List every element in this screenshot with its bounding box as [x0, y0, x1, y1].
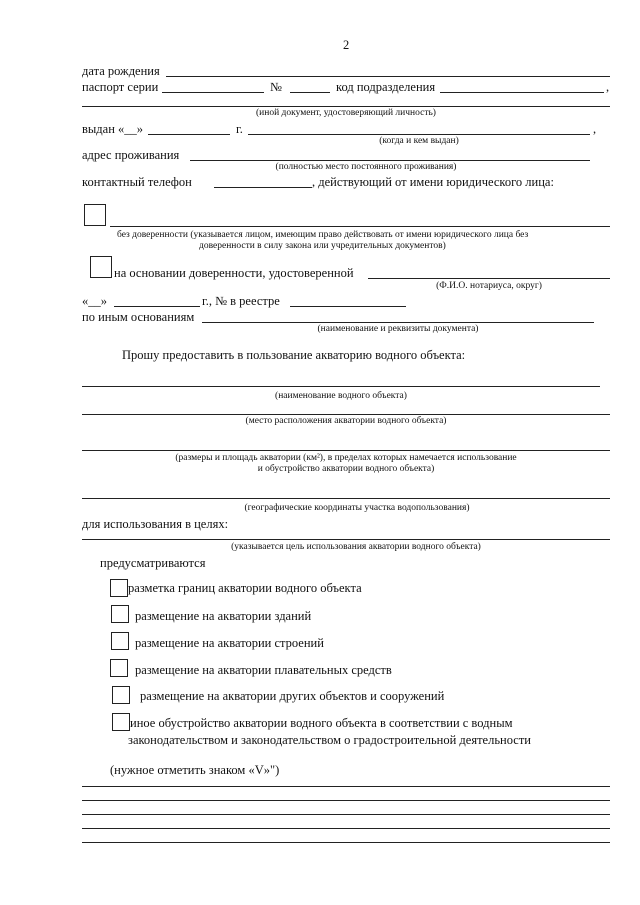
option-structures-checkbox[interactable]	[111, 632, 129, 650]
passport-series-field[interactable]	[162, 92, 264, 93]
request-text: Прошу предоставить в пользование акваторию водного объекта:	[122, 348, 466, 362]
location-field[interactable]	[82, 414, 610, 415]
option-other-arrangement-label: иное обустройство акватории водного объекта в соответствии с водным	[130, 716, 513, 730]
without-poa-caption-line1: без доверенности (указывается лицом, имеющим право действовать от имени юридического лица без	[117, 230, 529, 240]
other-grounds-label: по иным основаниям	[82, 310, 195, 324]
area-size-field[interactable]	[82, 450, 610, 451]
with-poa-label: на основании доверенности, удостоверенной	[114, 266, 354, 280]
division-code-field[interactable]	[440, 92, 604, 93]
blank-line-3[interactable]	[82, 814, 610, 815]
issued-comma: ,	[593, 122, 597, 136]
birth-date-label: дата рождения	[82, 64, 160, 78]
option-other-arrangement-checkbox[interactable]	[112, 713, 130, 731]
option-other-objects-label: размещение на акватории других объектов и сооружений	[140, 689, 445, 703]
option-markup-label: разметка границ акватории водного объекта	[128, 581, 362, 595]
option-structures-label: размещение на акватории строений	[135, 636, 324, 650]
provisions-label: предусматриваются	[100, 556, 206, 570]
other-grounds-caption: (наименование и реквизиты документа)	[317, 324, 479, 334]
purpose-label: для использования в целях:	[82, 517, 229, 531]
without-poa-checkbox[interactable]	[84, 204, 106, 226]
option-other-objects-checkbox[interactable]	[112, 686, 130, 704]
poa-date-prefix: «__»	[82, 294, 107, 308]
address-caption: (полностью место постоянного проживания)	[275, 162, 457, 172]
address-field[interactable]	[190, 160, 590, 161]
passport-number-field[interactable]	[290, 92, 330, 93]
phone-label: контактный телефон	[82, 175, 192, 189]
registry-number-field[interactable]	[290, 306, 406, 307]
option-buildings-checkbox[interactable]	[111, 605, 129, 623]
division-code-label: код подразделения	[336, 80, 436, 94]
without-poa-field[interactable]	[110, 226, 610, 227]
location-caption: (место расположения акватории водного объекта)	[245, 416, 447, 426]
option-vessels-label: размещение на акватории плавательных средств	[135, 663, 392, 677]
blank-line-4[interactable]	[82, 828, 610, 829]
option-other-arrangement-label-line2: законодательством и законодательством о градостроительной деятельности	[128, 733, 531, 747]
registry-label: г., № в реестре	[202, 294, 280, 308]
birth-date-field[interactable]	[166, 76, 610, 77]
option-vessels-checkbox[interactable]	[110, 659, 128, 677]
option-markup-checkbox[interactable]	[110, 579, 128, 597]
water-body-field[interactable]	[82, 386, 600, 387]
coordinates-field[interactable]	[82, 498, 610, 499]
option-buildings-label: размещение на акватории зданий	[135, 609, 312, 623]
blank-line-1[interactable]	[82, 786, 610, 787]
issued-caption: (когда и кем выдан)	[379, 136, 459, 146]
notary-field[interactable]	[368, 278, 610, 279]
blank-line-2[interactable]	[82, 800, 610, 801]
issued-by-field[interactable]	[248, 134, 590, 135]
area-size-caption-line1: (размеры и площадь акватории (км²), в пределах которых намечается использование	[175, 453, 517, 463]
poa-date-field[interactable]	[114, 306, 200, 307]
address-label: адрес проживания	[82, 148, 180, 162]
area-size-caption-line2: и обустройство акватории водного объекта)	[257, 464, 435, 474]
with-poa-checkbox[interactable]	[90, 256, 112, 278]
page-number: 2	[343, 38, 350, 52]
coordinates-caption: (географические координаты участка водопользования)	[244, 503, 470, 513]
notary-caption: (Ф.И.О. нотариуса, округ)	[436, 281, 542, 291]
phone-suffix: , действующий от имени юридического лица:	[312, 175, 554, 189]
blank-line-5[interactable]	[82, 842, 610, 843]
passport-number-label: №	[270, 80, 282, 94]
phone-field[interactable]	[214, 187, 312, 188]
other-document-caption: (иной документ, удостоверяющий личность)	[256, 108, 436, 118]
issued-label: выдан «__»	[82, 122, 144, 136]
water-body-caption: (наименование водного объекта)	[275, 391, 407, 401]
passport-series-label: паспорт серии	[82, 80, 159, 94]
issued-date-field[interactable]	[148, 134, 230, 135]
purpose-field[interactable]	[82, 539, 610, 540]
without-poa-caption-line2: доверенности в силу закона или учредительных документов)	[199, 241, 446, 251]
issued-year-label: г.	[236, 122, 243, 136]
purpose-caption: (указывается цель использования акватории водного объекта)	[231, 542, 481, 552]
passport-comma: ,	[606, 80, 610, 94]
mark-note: (нужное отметить знаком «V»")	[110, 763, 280, 777]
other-grounds-field[interactable]	[202, 322, 594, 323]
other-document-field[interactable]	[82, 106, 610, 107]
